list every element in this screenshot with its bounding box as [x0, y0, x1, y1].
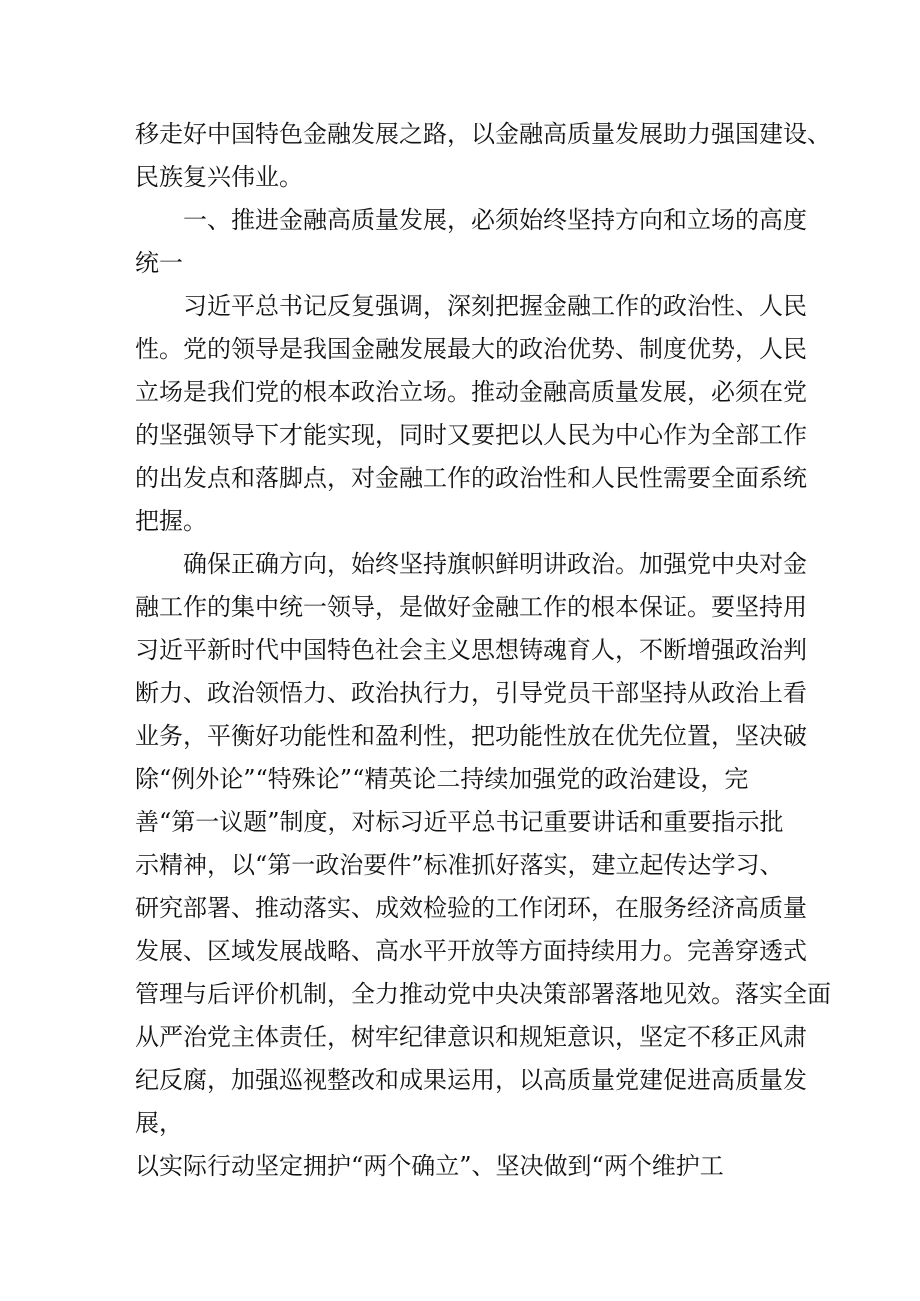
text-line: 研究部署、推动落实、成效检验的工作闭环，在服务经济高质量 — [135, 894, 807, 922]
text-line: 的出发点和落脚点，对金融工作的政治性和人民性需要全面系统 — [135, 464, 807, 492]
text-line: 习近平新时代中国特色社会主义思想铸魂育人，不断增强政治判 — [135, 636, 807, 664]
section-heading-line: 统一 — [135, 249, 183, 277]
text-line: 以实际行动坚定拥护“两个确立”、坚决做到“两个维护工 — [135, 1152, 724, 1180]
text-line: 确保正确方向，始终坚持旗帜鲜明讲政治。加强党中央对金 — [183, 550, 807, 578]
text-line: 从严治党主体责任，树牢纪律意识和规矩意识，坚定不移正风肃 — [135, 1023, 807, 1051]
text-line: 展， — [135, 1109, 183, 1137]
text-line: 习近平总书记反复强调，深刻把握金融工作的政治性、人民 — [183, 292, 807, 320]
text-line: 移走好中国特色金融发展之路，以金融高质量发展助力强国建设、 — [135, 120, 831, 148]
text-line: 除“例外论”“特殊论”“精英论二持续加强党的政治建设，完 — [135, 765, 749, 793]
text-line: 把握。 — [135, 507, 207, 535]
text-line: 业务，平衡好功能性和盈利性，把功能性放在优先位置，坚决破 — [135, 722, 807, 750]
section-heading-line: 一、推进金融高质量发展，必须始终坚持方向和立场的高度 — [183, 206, 807, 234]
text-line: 纪反腐，加强巡视整改和成果运用，以高质量党建促进高质量发 — [135, 1066, 807, 1094]
text-line: 性。党的领导是我国金融发展最大的政治优势、制度优势，人民 — [135, 335, 807, 363]
text-line: 管理与后评价机制，全力推动党中央决策部署落地见效。落实全面 — [135, 980, 831, 1008]
text-line: 发展、区域发展战略、高水平开放等方面持续用力。完善穿透式 — [135, 937, 807, 965]
text-line: 的坚强领导下才能实现，同时又要把以人民为中心作为全部工作 — [135, 421, 807, 449]
text-line: 示精神，以“第一政治要件”标准抓好落实，建立起传达学习、 — [135, 851, 784, 879]
text-line: 融工作的集中统一领导，是做好金融工作的根本保证。要坚持用 — [135, 593, 807, 621]
text-line: 立场是我们党的根本政治立场。推动金融高质量发展，必须在党 — [135, 378, 807, 406]
text-line: 善“第一议题”制度，对标习近平总书记重要讲话和重要指示批 — [135, 808, 784, 836]
text-line: 断力、政治领悟力、政治执行力，引导党员干部坚持从政治上看 — [135, 679, 807, 707]
text-line: 民族复兴伟业。 — [135, 163, 303, 191]
